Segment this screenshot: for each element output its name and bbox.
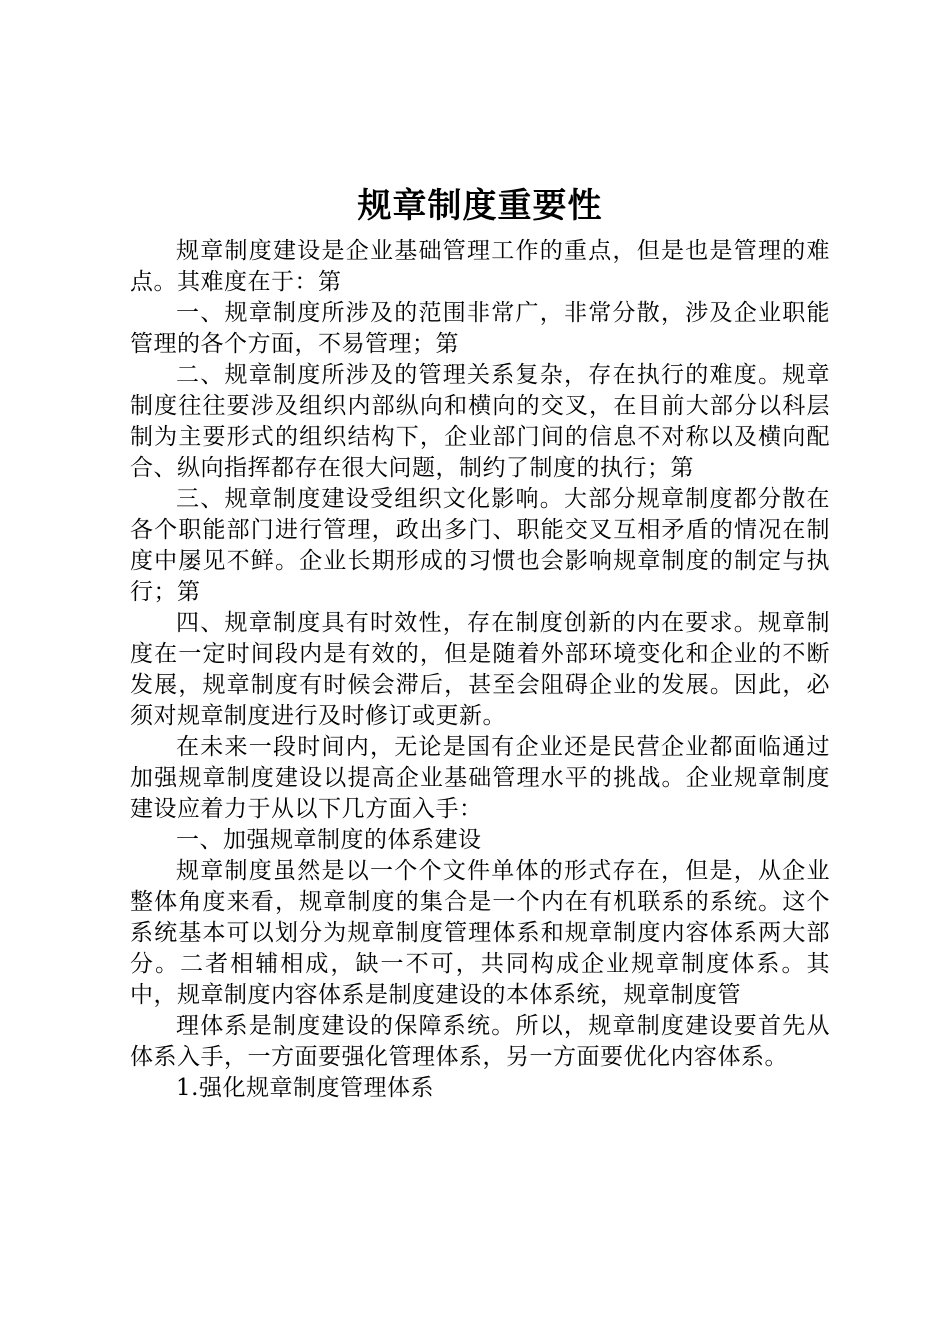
paragraph-point-one: 一、规章制度所涉及的范围非常广，非常分散，涉及企业职能管理的各个方面，不易管理；第 <box>130 300 830 357</box>
document-title: 规章制度重要性 <box>357 186 603 226</box>
paragraph-point-four: 四、规章制度具有时效性，存在制度创新的内在要求。规章制度在一定时间段内是有效的，但是随着外部环境变化和企业的不断发展，规章制度有时候会滞后，甚至会阻碍企业的发展。因此，必须对规章制度进行及时修订或更新。 <box>130 610 830 729</box>
paragraph-system-continued: 理体系是制度建设的保障系统。所以，规章制度建设要首先从体系入手，一方面要强化管理体系，另一方面要优化内容体系。 <box>130 1013 830 1070</box>
subsection-heading-management: 1.强化规章制度管理体系 <box>176 1075 434 1101</box>
paragraph-system-body: 规章制度虽然是以一个个文件单体的形式存在，但是，从企业整体角度来看，规章制度的集合是一个内在有机联系的系统。这个系统基本可以划分为规章制度管理体系和规章制度内容体系两大部分。二者相辅相成，缺一不可，共同构成企业规章制度体系。其中，规章制度内容体系是制度建设的本体系统，规章制度管 <box>130 858 830 1008</box>
document-page <box>130 180 830 1104</box>
paragraph-point-two: 二、规章制度所涉及的管理关系复杂，存在执行的难度。规章制度往往要涉及组织内部纵向和横向的交叉，在目前大部分以科层制为主要形式的组织结构下，企业部门间的信息不对称以及横向配合、纵向指挥都存在很大问题，制约了制度的执行；第 <box>130 362 830 481</box>
section-heading-system: 一、加强规章制度的体系建设 <box>176 827 482 853</box>
paragraph-intro: 规章制度建设是企业基础管理工作的重点，但是也是管理的难点。其难度在于：第 <box>130 238 830 295</box>
paragraph-point-three: 三、规章制度建设受组织文化影响。大部分规章制度都分散在各个职能部门进行管理，政出多门、职能交叉互相矛盾的情况在制度中屡见不鲜。企业长期形成的习惯也会影响规章制度的制定与执行；第 <box>130 486 830 605</box>
paragraph-future: 在未来一段时间内，无论是国有企业还是民营企业都面临通过加强规章制度建设以提高企业基础管理水平的挑战。企业规章制度建设应着力于从以下几方面入手： <box>130 734 830 822</box>
